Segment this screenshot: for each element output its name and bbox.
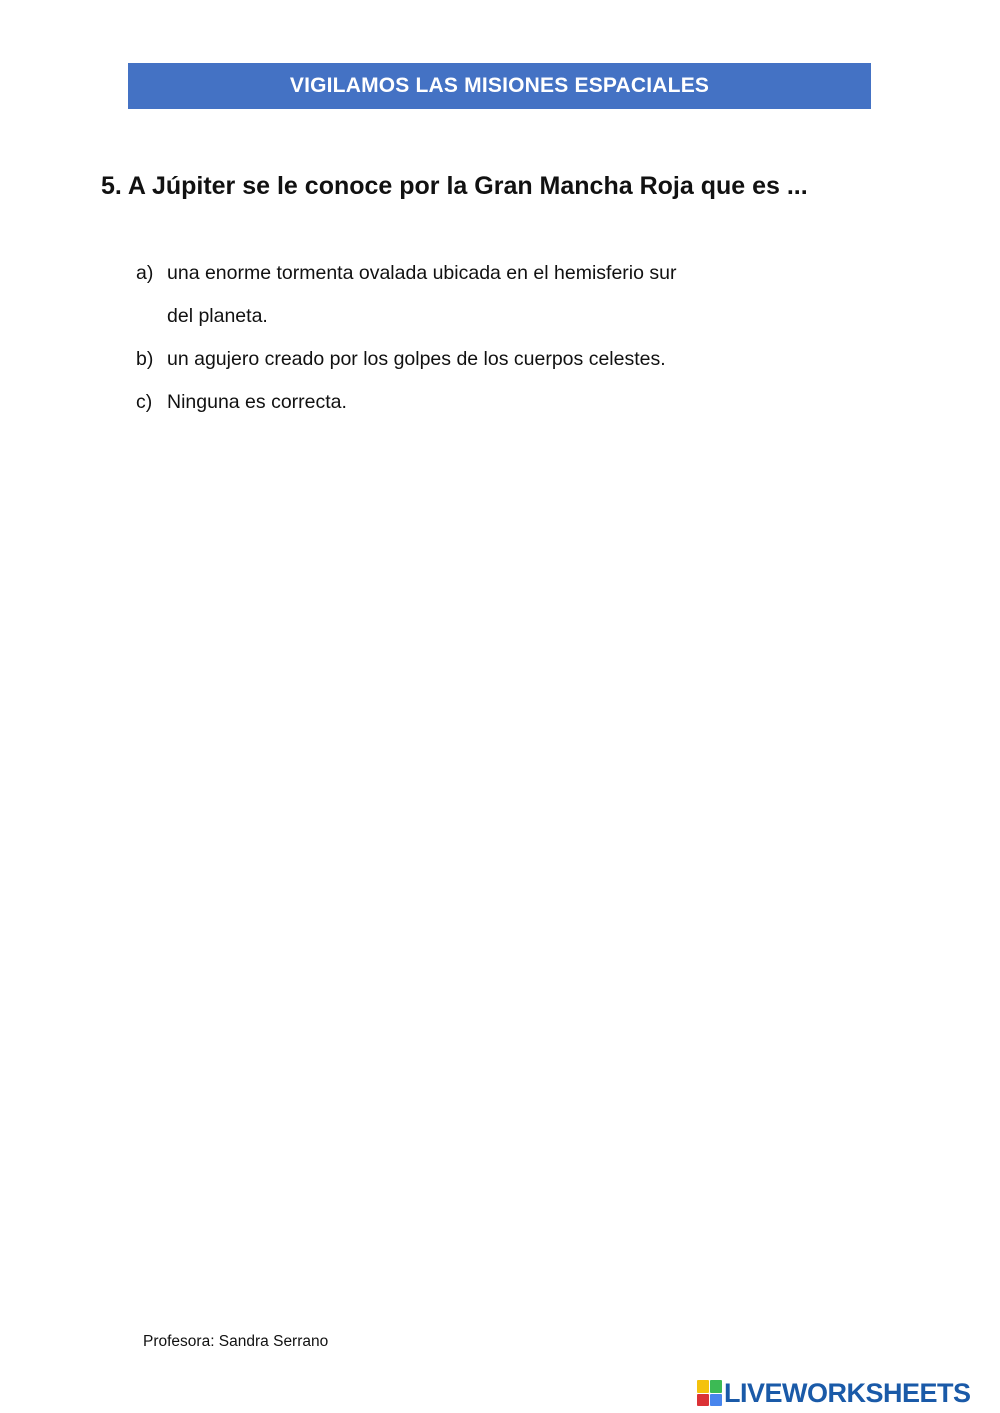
- page-title: VIGILAMOS LAS MISIONES ESPACIALES: [289, 74, 710, 97]
- brand-name: LIVEWORKSHEETS: [724, 1378, 971, 1408]
- option-a: [136, 252, 776, 338]
- option-text: un agujero creado por los golpes de los cuerpos celestes.: [167, 348, 666, 370]
- brand-watermark[interactable]: [697, 1378, 971, 1408]
- title-banner: [128, 63, 871, 109]
- logo-square: [710, 1380, 722, 1393]
- logo-square: [710, 1394, 722, 1407]
- logo-square: [697, 1394, 709, 1407]
- option-c: [136, 381, 776, 424]
- option-letter: b): [136, 348, 154, 370]
- option-b: [136, 338, 776, 381]
- option-text-continuation: del planeta.: [167, 305, 268, 327]
- option-text: Ninguna es correcta.: [167, 391, 347, 413]
- option-letter: a): [136, 262, 154, 284]
- footer-author: Profesora: Sandra Serrano: [143, 1333, 329, 1350]
- option-letter: c): [136, 391, 153, 413]
- answer-options: [136, 252, 776, 424]
- liveworksheets-logo-icon: [697, 1380, 722, 1406]
- question-text: 5. A Júpiter se le conoce por la Gran Mancha Roja que es ...: [101, 172, 808, 200]
- logo-square: [697, 1380, 709, 1393]
- option-text: una enorme tormenta ovalada ubicada en el hemisferio sur: [167, 262, 677, 284]
